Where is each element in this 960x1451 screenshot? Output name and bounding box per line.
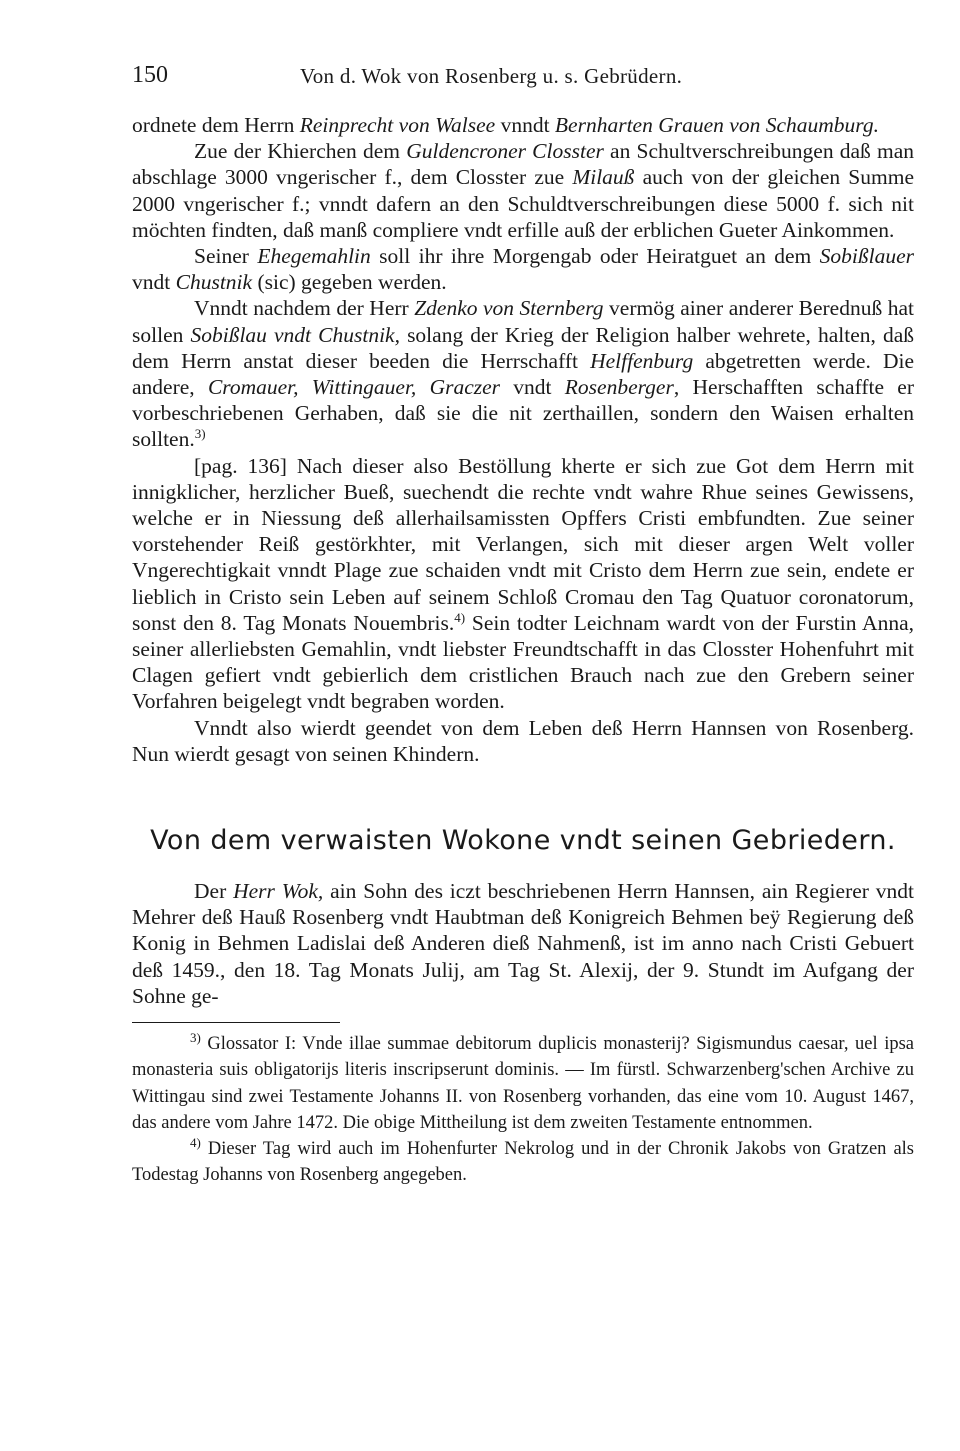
paragraph <box>132 112 914 138</box>
italic-name: Zdenko von Sternberg <box>414 296 604 321</box>
text-run: soll ihr ihre Morgengab oder Heiratguet an dem <box>370 244 820 269</box>
text-run: vermög ainer anderer Berednuß hat sollen <box>132 296 914 347</box>
italic-name: Bernharten Grauen von Schaumburg. <box>554 113 879 137</box>
paragraph <box>132 878 914 1009</box>
text-run: Vnndt nachdem der Herr <box>194 296 415 321</box>
italic-name: Sobißlauer <box>819 244 914 269</box>
paragraph <box>132 295 914 452</box>
footnote <box>132 1031 914 1136</box>
text-run: Zue der Khierchen dem <box>194 139 407 164</box>
page-number: 150 <box>132 62 168 88</box>
italic-name: Cromauer, Wittingauer, Graczer <box>207 375 501 400</box>
footnote-reference: 3) <box>194 426 206 442</box>
italic-name: Helffenburg <box>590 348 694 373</box>
footnote <box>132 1136 914 1188</box>
italic-name: Herr Wok, <box>233 879 324 904</box>
paragraph <box>132 715 914 767</box>
text-run: Seiner <box>194 244 258 269</box>
text-run: abgetretten werde. Die andere, <box>132 348 914 400</box>
footnote-reference: 4) <box>454 609 466 625</box>
paragraph <box>132 243 914 295</box>
text-run: vndt <box>132 270 176 295</box>
text-run: Sein todter Leichnam wardt von der Furstin Anna, seiner allerliebsten Gemahlin, vndt liebster Freundtschafft in das Closster Hohenfuhrt mit Clagen gefiert vndt gebierlich dem cristlichen Brauch nach zue den Grebern seiner Vorfahren beigelegt vndt begraben worden. <box>132 610 914 714</box>
text-run: an Schultverschreibungen daß man abschlage 3000 vngerischer f., dem Closster zue <box>132 139 914 190</box>
paragraph <box>132 453 914 715</box>
running-header <box>132 52 914 112</box>
footnote-divider <box>132 1022 340 1023</box>
text-run: solang der Krieg der Religion halber wehrete, halten, daß dem Herrn anstat dieser beeden die Herrschafft <box>132 322 915 373</box>
text-run: (sic) gegeben werden. <box>252 270 447 295</box>
italic-name: Rosenberger <box>564 375 674 400</box>
section-heading: Von dem verwaisten Wokone vndt seinen Gebriedern. <box>150 825 896 857</box>
text-run: , Herschafften schaffte er vorbeschriebenen Gerhaben, daß sie die nit zerthaillen, sondern den Waisen erhalten sollten. <box>132 375 914 452</box>
running-title: Von d. Wok von Rosenberg u. s. Gebrüdern. <box>300 64 683 88</box>
italic-name: Reinprecht von Walsee <box>299 113 496 137</box>
paragraph <box>132 138 914 243</box>
italic-name: Sobißlau vndt Chustnik, <box>190 322 400 347</box>
text-run: vnndt <box>495 113 555 137</box>
italic-name: Ehegemahlin <box>257 244 371 269</box>
text-run: Vnndt also wierdt geendet von dem Leben deß Herrn Hannsen von Rosenberg. Nun wierdt gesagt von seinen Khindern. <box>132 715 914 766</box>
section-text <box>132 878 914 1009</box>
footnote-text: Glossator I: Vnde illae summae debitorum duplicis monasterij? Sigismundus caesar, uel ipsa monasteria suis obligatorijs literis inscripserunt dominis. — Im fürstl. Schwarzenberg'schen Archive zu Wittingau sind zwei Testamente Johanns II. von Rosenberg vorhanden, das eine vom 10. August 1467, das andere vom Jahre 1472. Die obige Mittheilung ist dem zweiten Testamente entnommen. <box>132 1034 914 1133</box>
italic-name: Milauß <box>572 165 635 190</box>
text-run: auch von der gleichen Summe 2000 vngerischer f.; vnndt dafern an den Schuldtverschreibungen diese 5000 f. sich nit möchten findten, daß manß compliere vndt erfille auß der erblichen Gueter Ainkommen. <box>132 165 914 242</box>
text-run: ain Sohn des iczt beschriebenen Herrn Hannsen, ain Regierer vndt Mehrer deß Hauß Rosenberg vndt Haubtman deß Konigreich Behmen beÿ Regierung deß Konig in Behmen Ladislai deß Anderen dieß Nahmenß, ist im anno nach Cristi Gebuert deß 1459., den 18. Tag Monats Julij, am Tag St. Alexij, der 9. Stundt im Aufgang der Sohne ge- <box>132 879 914 1008</box>
main-text <box>132 112 914 767</box>
footnote-marker: 4) <box>190 1134 201 1150</box>
text-run: [pag. 136] Nach dieser also Bestöllung kherte er sich zue Got dem Herrn mit innigklicher, herzlicher Bueß, suechendt die rechte vndt wahre Rhue seines Gewissens, welche er in Niessung deß allerhailsamissten Opffers Cristi embfundten. Zue seiner vorstehender Reiß gestörkhter, mit Verlangen, sich mit dieser argen Welt voller Vngerechtigkait vnndt Plage zue schaiden vndt mit Cristo dem Herrn zue sein, endete er lieblich in Cristo sein Leben auf seinem Schloß Cromau den Tag Quatuor coronatorum, sonst den 8. Tag Monats Nouembris. <box>132 453 914 635</box>
footnotes <box>132 1031 914 1188</box>
text-run: ordnete dem Herrn <box>132 113 300 137</box>
footnote-marker: 3) <box>190 1029 201 1045</box>
text-run: vndt <box>500 375 565 400</box>
footnote-text: Dieser Tag wird auch im Hohenfurter Nekrolog und in der Chronik Jakobs von Gratzen als Todestag Johanns von Rosenberg angegeben. <box>132 1138 914 1186</box>
italic-name: Chustnik <box>175 270 253 295</box>
italic-name: Guldencroner Closster <box>406 139 604 164</box>
text-run: Der <box>194 879 234 904</box>
